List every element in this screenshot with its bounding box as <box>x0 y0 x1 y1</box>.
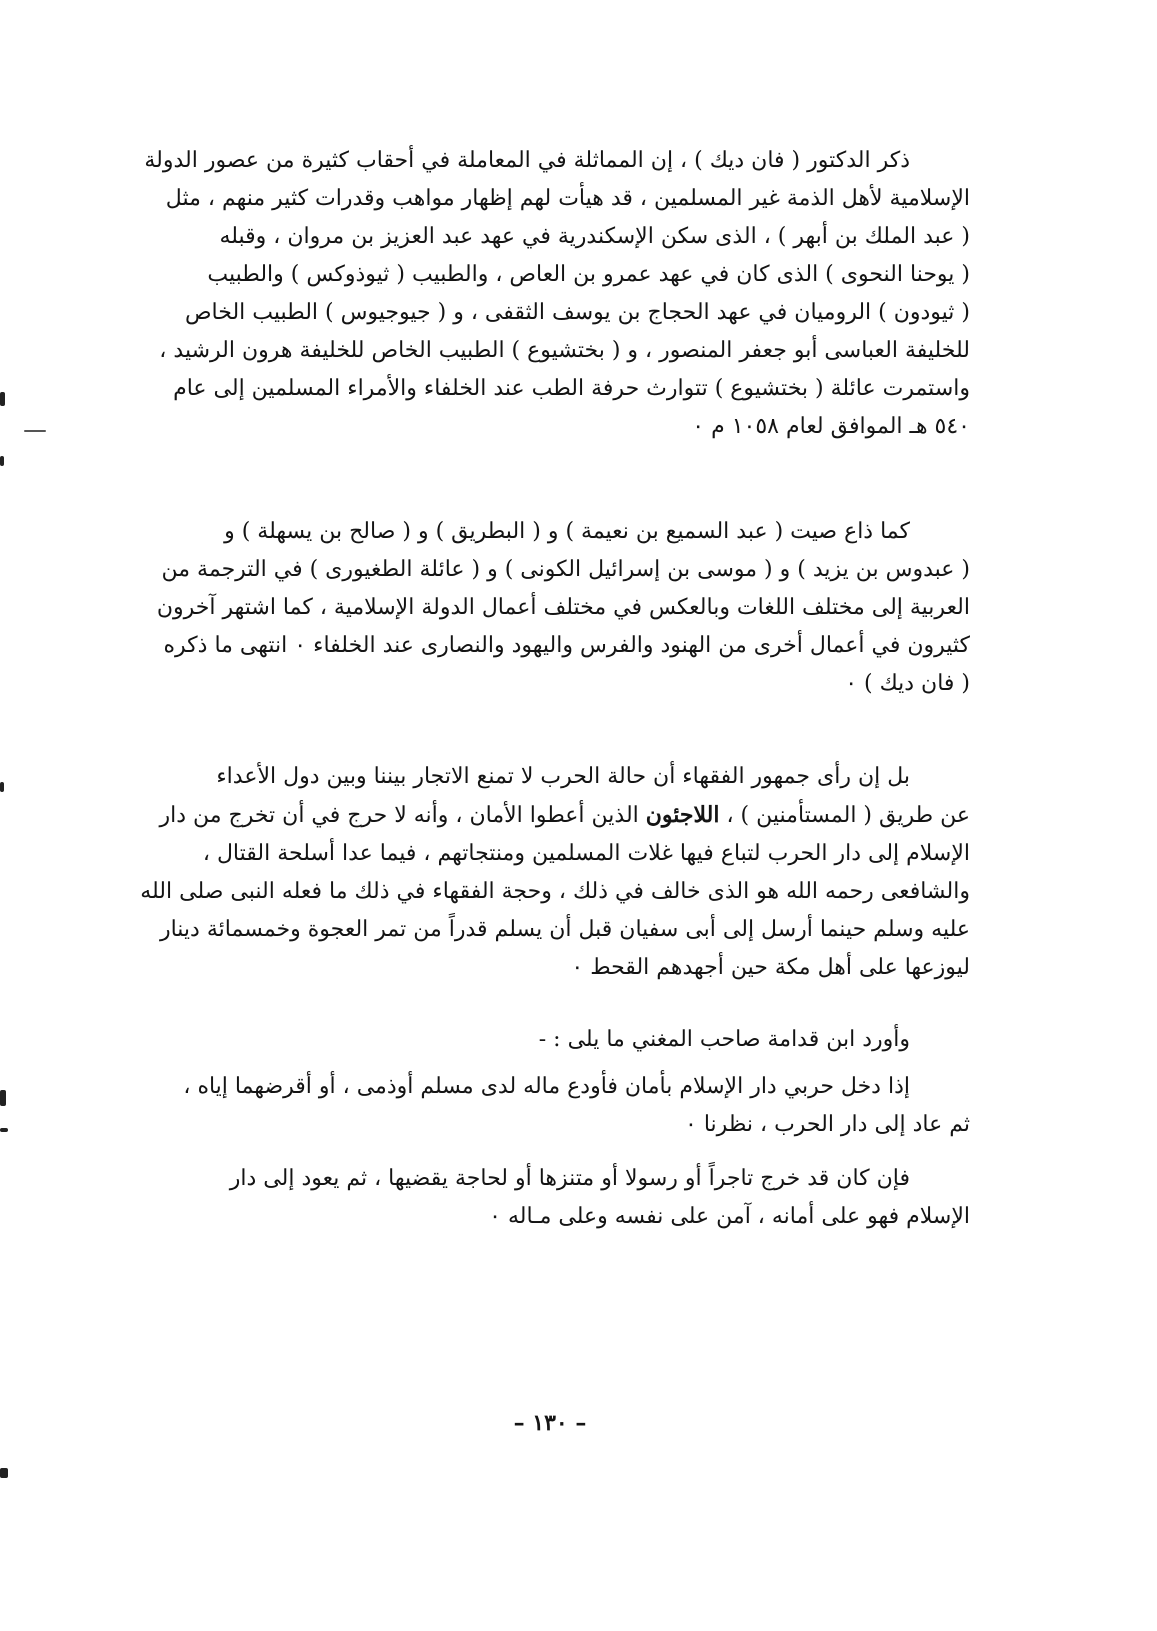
scan-edge-mark <box>0 782 4 792</box>
scan-smudge <box>24 430 46 432</box>
paragraph-3-line-2-end: الذين أعطوا الأمان ، وأنه لا حرج في أن تخرج من دار <box>159 803 646 828</box>
paragraph-3-line-2 <box>140 796 970 835</box>
paragraph-5-line-2: ثم عاد إلى دار الحرب ، نظرنا ٠ <box>685 1112 970 1137</box>
paragraph-1-line-4: ( يوحنا النحوى ) الذى كان في عهد عمرو بن العاص ، والطبيب ( ثيوذوكس ) والطبيب <box>207 262 970 287</box>
scan-edge-mark <box>0 1090 6 1106</box>
paragraph-2-line-3: العربية إلى مختلف اللغات وبالعكس في مختلف أعمال الدولة الإسلامية ، كما اشتهر آخرون <box>156 595 970 620</box>
scan-edge-mark <box>0 392 5 406</box>
paragraph-1-line-2: الإسلامية لأهل الذمة غير المسلمين ، قد هيأت لهم إظهار مواهب وقدرات كثير منهم ، مثل <box>165 186 970 211</box>
paragraph-3-line-2-start: عن طريق ( المستأمنين ) ، <box>719 803 970 828</box>
paragraph-4-line-1: وأورد ابن قدامة صاحب المغني ما يلى : - <box>538 1027 910 1052</box>
paragraph-5 <box>140 1068 970 1144</box>
page-number: – ١٣٠ – <box>513 1410 587 1436</box>
paragraph-3-line-1: بل إن رأى جمهور الفقهاء أن حالة الحرب لا تمنع الاتجار بيننا وبين دول الأعداء <box>216 764 910 789</box>
paragraph-1-line-6: للخليفة العباسى أبو جعفر المنصور ، و ( بختشيوع ) الطبيب الخاص للخليفة هرون الرشيد ، <box>159 338 970 363</box>
paragraph-2-line-4: كثيرون في أعمال أخرى من الهنود والفرس واليهود والنصارى عند الخلفاء ٠ انتهى ما ذكره <box>163 633 970 658</box>
paragraph-1-line-7: واستمرت عائلة ( بختشيوع ) تتوارث حرفة الطب عند الخلفاء والأمراء المسلمين إلى عام <box>173 376 970 401</box>
paragraph-1 <box>140 142 970 446</box>
paragraph-6-line-2: الإسلام فهو على أمانه ، آمن على نفسه وعلى مـاله ٠ <box>489 1204 970 1229</box>
paragraph-2-line-2: ( عبدوس بن يزيد ) و ( موسى بن إسرائيل الكونى ) و ( عائلة الطغيورى ) في الترجمة من <box>161 557 970 582</box>
paragraph-1-line-1: ذكر الدكتور ( فان ديك ) ، إن المماثلة في المعاملة في أحقاب كثيرة من عصور الدولة <box>144 148 910 173</box>
refugees-term: اللاجئون <box>645 802 720 828</box>
paragraph-1-line-3: ( عبد الملك بن أبهر ) ، الذى سكن الإسكندرية في عهد عبد العزيز بن مروان ، وقبله <box>219 224 970 249</box>
paragraph-3-line-4: والشافعى رحمه الله هو الذى خالف في ذلك ، وحجة الفقهاء في ذلك ما فعله النبى صلى الله <box>140 879 970 904</box>
paragraph-3 <box>140 758 970 987</box>
paragraph-6 <box>140 1160 970 1236</box>
paragraph-6-line-1: فإن كان قد خرج تاجراً أو رسولا أو متنزها أو لحاجة يقضيها ، ثم يعود إلى دار <box>229 1166 910 1191</box>
scan-edge-mark <box>0 1128 8 1132</box>
paragraph-3-line-3: الإسلام إلى دار الحرب لتباع فيها غلات المسلمين ومنتجاتهم ، فيما عدا أسلحة القتال ، <box>202 841 970 866</box>
paragraph-3-line-5: عليه وسلم حينما أرسل إلى أبى سفيان قبل أن يسلم قدراً من تمر العجوة وخمسمائة دينار <box>159 917 970 942</box>
paragraph-3-line-6: ليوزعها على أهل مكة حين أجهدهم القحط ٠ <box>571 955 970 980</box>
paragraph-2-line-5: ( فان ديك ) ٠ <box>845 671 970 696</box>
paragraph-2 <box>140 513 970 703</box>
paragraph-1-line-8: ٥٤٠ هـ الموافق لعام ١٠٥٨ م ٠ <box>692 414 970 439</box>
paragraph-4 <box>140 1021 970 1059</box>
paragraph-2-line-1: كما ذاع صيت ( عبد السميع بن نعيمة ) و ( البطريق ) و ( صالح بن يسهلة ) و <box>224 519 910 544</box>
paragraph-5-line-1: إذا دخل حربي دار الإسلام بأمان فأودع ماله لدى مسلم أوذمى ، أو أقرضهما إياه ، <box>183 1074 910 1099</box>
scan-edge-mark <box>0 1468 8 1478</box>
paragraph-1-line-5: ( ثيودون ) الروميان في عهد الحجاج بن يوسف الثقفى ، و ( جيوجيوس ) الطبيب الخاص <box>184 300 970 325</box>
scan-edge-mark <box>0 456 4 466</box>
